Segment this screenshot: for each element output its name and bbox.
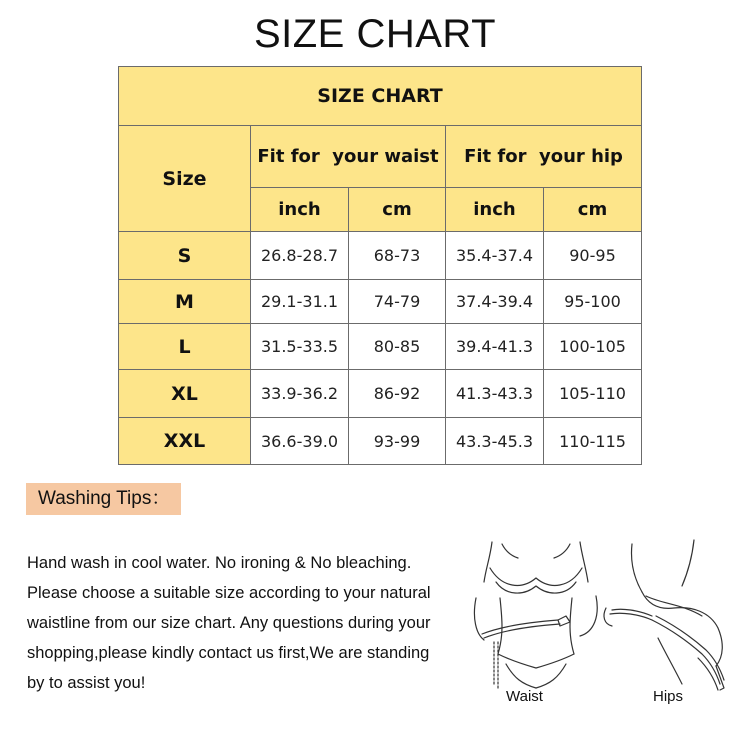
waist-inch-value: 33.9-36.2 xyxy=(251,370,349,418)
table-row xyxy=(119,418,642,465)
unit-waist-cm: cm xyxy=(349,188,446,232)
size-chart-table xyxy=(118,66,642,465)
size-column-header: Size xyxy=(119,126,251,232)
waist-header: Fit for your waist xyxy=(251,126,446,188)
hip-inch-value: 41.3-43.3 xyxy=(446,370,544,418)
unit-waist-inch: inch xyxy=(251,188,349,232)
unit-hip-inch: inch xyxy=(446,188,544,232)
waist-figure xyxy=(474,542,597,688)
size-label: S xyxy=(119,232,251,280)
instruction-line: waistline from our size chart. Any questions during your xyxy=(27,614,431,632)
page-title: SIZE CHART xyxy=(253,12,497,56)
hip-inch-value: 43.3-45.3 xyxy=(446,418,544,465)
hip-cm-value: 105-110 xyxy=(544,370,642,418)
table-row xyxy=(119,324,642,370)
waist-cm-value: 80-85 xyxy=(349,324,446,370)
waist-cm-value: 68-73 xyxy=(349,232,446,280)
hip-cm-value: 110-115 xyxy=(544,418,642,465)
waist-inch-value: 26.8-28.7 xyxy=(251,232,349,280)
hip-cm-value: 95-100 xyxy=(544,280,642,324)
waist-inch-value: 31.5-33.5 xyxy=(251,324,349,370)
waist-cm-value: 93-99 xyxy=(349,418,446,465)
size-label: XL xyxy=(119,370,251,418)
size-label: M xyxy=(119,280,251,324)
size-label: L xyxy=(119,324,251,370)
table-row xyxy=(119,370,642,418)
size-label: XXL xyxy=(119,418,251,465)
table-row xyxy=(119,232,642,280)
instructions-text xyxy=(27,548,457,698)
instruction-line: Please choose a suitable size according to your natural xyxy=(27,584,431,602)
hip-inch-value: 37.4-39.4 xyxy=(446,280,544,324)
instruction-line: shopping,please kindly contact us first,We are standing xyxy=(27,644,430,662)
waist-cm-value: 74-79 xyxy=(349,280,446,324)
waist-inch-value: 36.6-39.0 xyxy=(251,418,349,465)
measuring-figures-illustration xyxy=(462,538,742,718)
hip-cm-value: 90-95 xyxy=(544,232,642,280)
unit-hip-cm: cm xyxy=(544,188,642,232)
waist-inch-value: 29.1-31.1 xyxy=(251,280,349,324)
waist-cm-value: 86-92 xyxy=(349,370,446,418)
hips-label: Hips xyxy=(653,688,684,705)
hip-inch-value: 39.4-41.3 xyxy=(446,324,544,370)
instruction-line: Hand wash in cool water. No ironing & No bleaching. xyxy=(27,554,412,572)
measurement-illustration xyxy=(462,538,742,718)
washing-tips-label: Washing Tips： xyxy=(26,483,181,515)
hip-header: Fit for your hip xyxy=(446,126,642,188)
hips-figure xyxy=(604,540,724,690)
table-row xyxy=(119,280,642,324)
waist-label: Waist xyxy=(506,688,543,705)
hip-cm-value: 100-105 xyxy=(544,324,642,370)
instruction-line: by to assist you! xyxy=(27,674,146,692)
table-title: SIZE CHART xyxy=(119,67,642,126)
hip-inch-value: 35.4-37.4 xyxy=(446,232,544,280)
